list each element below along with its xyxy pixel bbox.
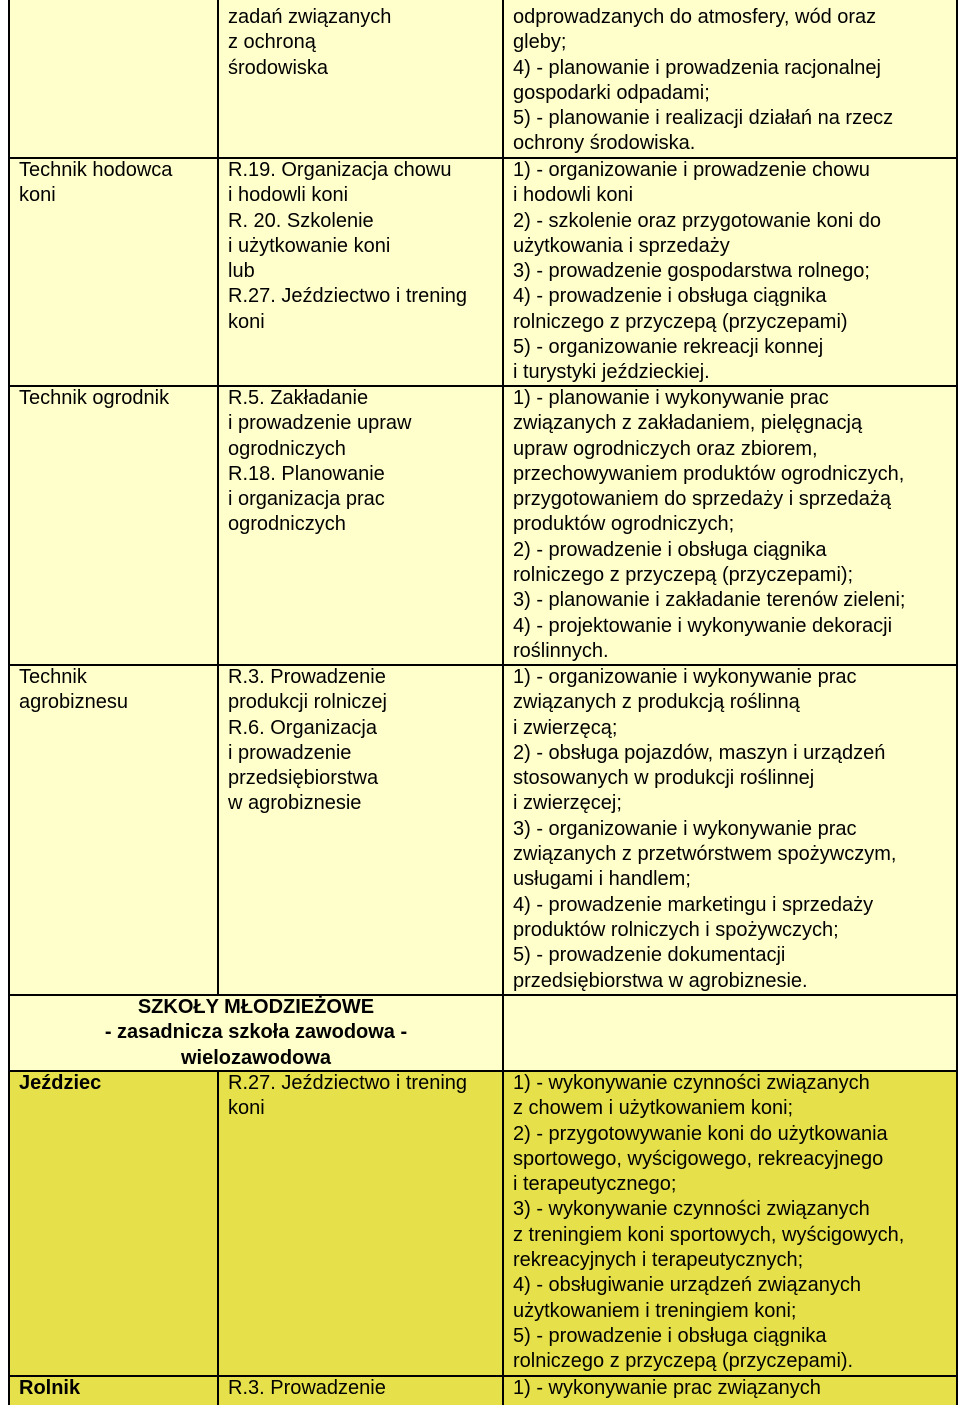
task-line: stosowanych w produkcji roślinnej [513, 767, 815, 790]
profession-cell-jezdziec [19, 1071, 101, 1096]
table-border-right [956, 0, 958, 1405]
qualification-line: zadań związanych [228, 6, 392, 28]
task-line: 2) - szkolenie oraz przygotowanie koni do [513, 209, 881, 232]
task-line: 4) - planowanie i prowadzenia racjonalnej [513, 56, 881, 79]
profession-line: Technik ogrodnik [19, 387, 170, 409]
section-heading [10, 995, 502, 1071]
qualification-line: ogrodniczych [228, 513, 346, 536]
qualification-line: koni [228, 1097, 265, 1120]
qualification-line: koni [228, 310, 265, 333]
profession-cell-ogrodnik [19, 386, 169, 411]
task-line: związanych z produkcją roślinną [513, 691, 800, 714]
task-line: 5) - planowanie i realizacji działań na rzecz [513, 107, 894, 130]
qualification-cell-agrobiznes [228, 665, 387, 817]
qualification-line: i hodowli koni [228, 184, 349, 207]
profession-line: koni [19, 184, 56, 207]
task-line: 4) - prowadzenie marketingu i sprzedaży [513, 893, 874, 916]
task-line: rekreacyjnych i terapeutycznych; [513, 1249, 804, 1272]
task-line: 3) - prowadzenie gospodarstwa rolnego; [513, 260, 870, 283]
qualification-cell-jezdziec [228, 1071, 467, 1122]
tasks-cell-jezdziec [513, 1071, 904, 1375]
task-line: upraw ogrodniczych oraz zbiorem, [513, 437, 818, 460]
task-line: gleby; [513, 31, 567, 54]
qualification-line: w agrobiznesie [228, 792, 362, 815]
qualification-line: i organizacja prac [228, 488, 385, 511]
task-line: przechowywaniem produktów ogrodniczych, [513, 462, 905, 485]
qualification-line: R.27. Jeździectwo i trening [228, 285, 468, 308]
task-line: z treningiem koni sportowych, wyścigowych, [513, 1223, 905, 1246]
task-line: odprowadzanych do atmosfery, wód oraz [513, 6, 877, 28]
task-line: 1) - planowanie i wykonywanie prac [513, 387, 829, 409]
task-line: 2) - prowadzenie i obsługa ciągnika [513, 538, 827, 561]
section-heading-line: wielozawodowa [180, 1046, 332, 1069]
task-line: 4) - prowadzenie i obsługa ciągnika [513, 285, 827, 308]
tasks-cell-ogrodnik [513, 386, 905, 664]
profession-cell-agrobiznes [19, 665, 128, 716]
qualification-line: środowiska [228, 56, 329, 79]
qualification-line: z ochroną [228, 31, 316, 54]
qualification-cell-ogrodnik [228, 386, 411, 538]
table-column-divider-1 [217, 0, 219, 995]
table-column-divider-1-lower [217, 1071, 219, 1405]
task-line: 1) - organizowanie i wykonywanie prac [513, 666, 857, 688]
task-line: i zwierzęcą; [513, 716, 618, 739]
task-line: związanych z przetwórstwem spożywczym, [513, 843, 897, 866]
tasks-cell-ochrona [513, 5, 893, 157]
qualification-line: ogrodniczych [228, 437, 346, 460]
qualification-line: R.19. Organizacja chowu [228, 159, 452, 181]
task-line: przygotowaniem do sprzedaży i sprzedażą [513, 488, 891, 511]
profession-line: Technik hodowca [19, 159, 173, 181]
task-line: 1) - wykonywanie prac związanych [513, 1377, 821, 1399]
task-line: sportowego, wyścigowego, rekreacyjnego [513, 1147, 884, 1170]
task-line: z chowem i użytkowaniem koni; [513, 1097, 794, 1120]
task-line: użytkowania i sprzedaży [513, 234, 730, 257]
task-line: 5) - prowadzenie i obsługa ciągnika [513, 1324, 827, 1347]
qualification-line: R.18. Planowanie [228, 462, 385, 485]
task-line: gospodarki odpadami; [513, 81, 710, 104]
qualification-line: R.5. Zakładanie [228, 387, 369, 409]
task-line: 3) - planowanie i zakładanie terenów zieleni; [513, 589, 906, 612]
section-heading-line: - zasadnicza szkoła zawodowa - [104, 1021, 408, 1044]
profession-line: agrobiznesu [19, 691, 128, 714]
qualification-line: i prowadzenie upraw [228, 412, 412, 435]
task-line: produktów rolniczych i spożywczych; [513, 918, 839, 941]
task-line: i hodowli koni [513, 184, 634, 207]
task-line: rolniczego z przyczepą (przyczepami); [513, 564, 854, 587]
task-line: ochrony środowiska. [513, 132, 696, 155]
task-line: przedsiębiorstwa w agrobiznesie. [513, 969, 808, 992]
task-line: usługami i handlem; [513, 868, 691, 891]
task-line: 1) - wykonywanie czynności związanych [513, 1072, 870, 1094]
task-line: 1) - organizowanie i prowadzenie chowu [513, 159, 870, 181]
task-line: 2) - przygotowywanie koni do użytkowania [513, 1122, 888, 1145]
task-line: rolniczego z przyczepą (przyczepami). [513, 1350, 854, 1373]
task-line: użytkowaniem i treningiem koni; [513, 1299, 797, 1322]
qualification-line: R.3. Prowadzenie [228, 1377, 386, 1399]
tasks-cell-hodowca [513, 158, 881, 386]
table-border-left [8, 0, 10, 1405]
qualification-cell-ochrona [228, 5, 391, 81]
qualification-line: R.27. Jeździectwo i trening [228, 1072, 468, 1094]
task-line: 2) - obsługa pojazdów, maszyn i urządzeń [513, 741, 886, 764]
qualification-line: R.6. Organizacja [228, 716, 377, 739]
qualification-line: i użytkowanie koni [228, 234, 391, 257]
task-line: i turystyki jeździeckiej. [513, 361, 710, 384]
qualification-line: R. 20. Szkolenie [228, 209, 374, 232]
profession-cell-rolnik [19, 1376, 80, 1401]
task-line: i zwierzęcej; [513, 792, 622, 815]
qualification-line: lub [228, 260, 255, 283]
qualification-line: produkcji rolniczej [228, 691, 387, 714]
qualification-line: i prowadzenie [228, 741, 352, 764]
profession-line: Rolnik [19, 1377, 81, 1399]
tasks-cell-agrobiznes [513, 665, 896, 994]
profession-line: Technik [19, 666, 87, 688]
task-line: produktów ogrodniczych; [513, 513, 735, 536]
task-line: rolniczego z przyczepą (przyczepami) [513, 310, 848, 333]
profession-cell-hodowca [19, 158, 172, 209]
section-heading-line: SZKOŁY MŁODZIEŻOWE [137, 996, 375, 1018]
profession-line: Jeździec [19, 1072, 102, 1094]
task-line: 3) - organizowanie i wykonywanie prac [513, 817, 857, 840]
task-line: 4) - obsługiwanie urządzeń związanych [513, 1274, 861, 1297]
qualification-cell-rolnik [228, 1376, 386, 1401]
qualification-cell-hodowca [228, 158, 467, 335]
task-line: 4) - projektowanie i wykonywanie dekoracji [513, 614, 893, 637]
qualification-line: R.3. Prowadzenie [228, 666, 386, 688]
tasks-cell-rolnik [513, 1376, 821, 1401]
task-line: roślinnych. [513, 639, 609, 662]
task-line: związanych z zakładaniem, pielęgnacją [513, 412, 863, 435]
task-line: 3) - wykonywanie czynności związanych [513, 1198, 870, 1221]
qualification-line: przedsiębiorstwa [228, 767, 379, 790]
task-line: 5) - prowadzenie dokumentacji [513, 944, 786, 967]
task-line: i terapeutycznego; [513, 1173, 677, 1196]
table-column-divider-2 [502, 0, 504, 1405]
task-line: 5) - organizowanie rekreacji konnej [513, 336, 824, 359]
